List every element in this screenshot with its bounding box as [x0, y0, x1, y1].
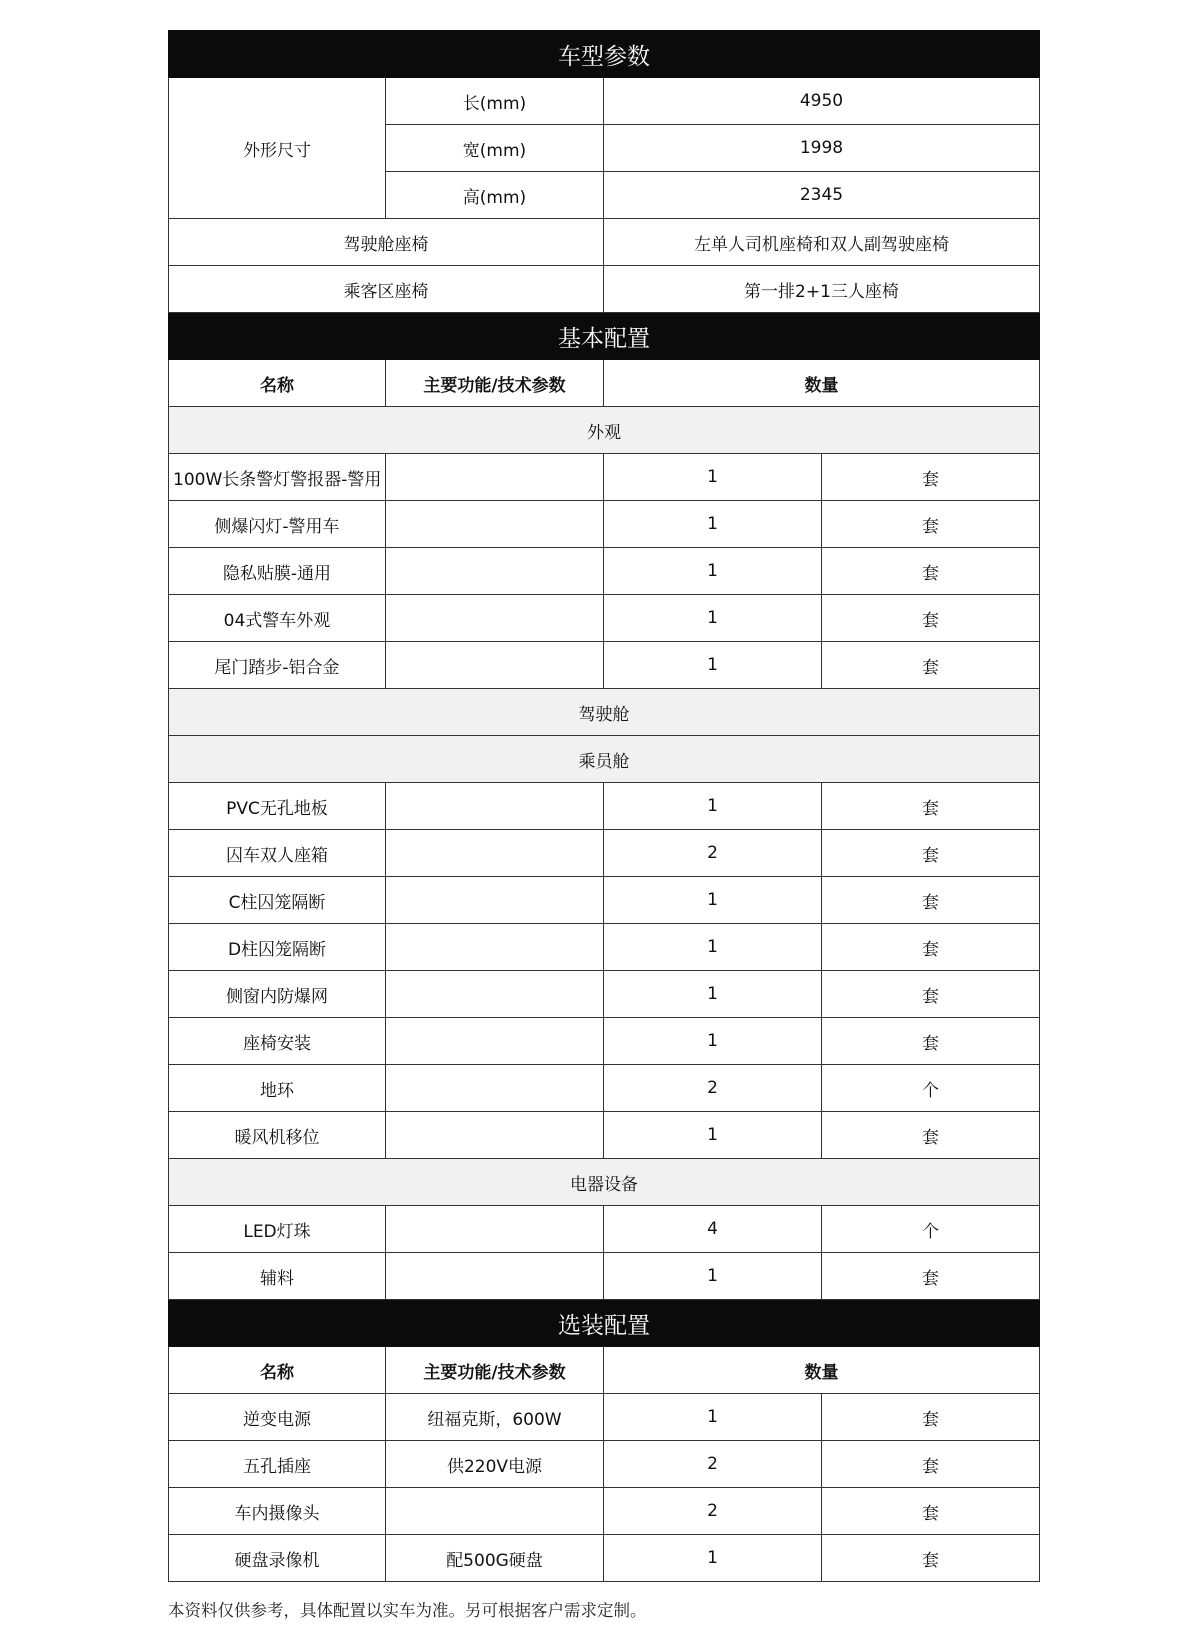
item-qty: 1	[604, 924, 822, 971]
table-row	[169, 830, 1040, 877]
length-value: 4950	[604, 78, 1040, 125]
item-name: 地环	[169, 1065, 386, 1112]
item-qty: 1	[604, 454, 822, 501]
table-row	[169, 501, 1040, 548]
item-unit: 套	[822, 454, 1040, 501]
item-spec	[386, 1488, 604, 1535]
table-row	[169, 924, 1040, 971]
item-spec	[386, 971, 604, 1018]
table-row	[169, 783, 1040, 830]
item-name: 车内摄像头	[169, 1488, 386, 1535]
column-header-qty: 数量	[604, 1347, 1040, 1394]
table-row	[169, 1112, 1040, 1159]
item-qty: 1	[604, 1535, 822, 1582]
item-name: 隐私贴膜-通用	[169, 548, 386, 595]
item-qty: 1	[604, 1018, 822, 1065]
item-unit: 套	[822, 1488, 1040, 1535]
item-spec: 配500G硬盘	[386, 1535, 604, 1582]
item-spec: 供220V电源	[386, 1441, 604, 1488]
column-header-spec: 主要功能/技术参数	[386, 1347, 604, 1394]
table-row	[169, 642, 1040, 689]
cab-seat-label: 驾驶舱座椅	[169, 219, 604, 266]
item-name: 逆变电源	[169, 1394, 386, 1441]
table-row	[169, 595, 1040, 642]
width-value: 1998	[604, 125, 1040, 172]
table-row	[169, 454, 1040, 501]
item-name: 座椅安装	[169, 1018, 386, 1065]
item-name: 硬盘录像机	[169, 1535, 386, 1582]
group-label: 乘员舱	[169, 736, 1040, 783]
section-header-basic	[169, 313, 1040, 360]
item-unit: 个	[822, 1206, 1040, 1253]
section-header-optional	[169, 1300, 1040, 1347]
table-row	[169, 266, 1040, 313]
column-header-name: 名称	[169, 360, 386, 407]
section-header-vehicle	[169, 31, 1040, 78]
section-title: 车型参数	[169, 31, 1040, 78]
group-header-row	[169, 689, 1040, 736]
item-spec	[386, 1206, 604, 1253]
item-qty: 2	[604, 1488, 822, 1535]
item-name: LED灯珠	[169, 1206, 386, 1253]
item-spec	[386, 783, 604, 830]
item-unit: 套	[822, 830, 1040, 877]
item-name: D柱囚笼隔断	[169, 924, 386, 971]
cab-seat-value: 左单人司机座椅和双人副驾驶座椅	[604, 219, 1040, 266]
item-unit: 套	[822, 595, 1040, 642]
item-qty: 2	[604, 830, 822, 877]
item-unit: 套	[822, 924, 1040, 971]
item-spec	[386, 642, 604, 689]
item-spec	[386, 1018, 604, 1065]
item-unit: 套	[822, 1253, 1040, 1300]
item-name: 五孔插座	[169, 1441, 386, 1488]
section-title: 选装配置	[169, 1300, 1040, 1347]
item-spec	[386, 501, 604, 548]
column-header-row	[169, 360, 1040, 407]
section-title: 基本配置	[169, 313, 1040, 360]
item-name: 囚车双人座箱	[169, 830, 386, 877]
passenger-seat-label: 乘客区座椅	[169, 266, 604, 313]
item-unit: 套	[822, 1112, 1040, 1159]
item-unit: 套	[822, 548, 1040, 595]
item-unit: 套	[822, 877, 1040, 924]
item-spec	[386, 830, 604, 877]
table-row	[169, 78, 1040, 125]
table-row	[169, 1535, 1040, 1582]
item-qty: 2	[604, 1065, 822, 1112]
table-row	[169, 1394, 1040, 1441]
item-qty: 1	[604, 595, 822, 642]
item-qty: 2	[604, 1441, 822, 1488]
column-header-qty: 数量	[604, 360, 1040, 407]
item-spec	[386, 454, 604, 501]
item-unit: 套	[822, 501, 1040, 548]
item-unit: 个	[822, 1065, 1040, 1112]
item-spec	[386, 1065, 604, 1112]
item-spec: 纽福克斯，600W	[386, 1394, 604, 1441]
item-name: 尾门踏步-铝合金	[169, 642, 386, 689]
item-name: 侧爆闪灯-警用车	[169, 501, 386, 548]
item-qty: 1	[604, 783, 822, 830]
width-label: 宽(mm)	[386, 125, 604, 172]
item-spec	[386, 548, 604, 595]
table-row	[169, 1488, 1040, 1535]
height-label: 高(mm)	[386, 172, 604, 219]
column-header-name: 名称	[169, 1347, 386, 1394]
item-qty: 1	[604, 642, 822, 689]
table-row	[169, 1206, 1040, 1253]
table-row	[169, 1018, 1040, 1065]
outline-size-label: 外形尺寸	[169, 78, 386, 219]
item-name: 暖风机移位	[169, 1112, 386, 1159]
item-name: PVC无孔地板	[169, 783, 386, 830]
item-qty: 4	[604, 1206, 822, 1253]
table-row	[169, 1065, 1040, 1112]
footnote: 本资料仅供参考，具体配置以实车为准。另可根据客户需求定制。	[168, 1601, 647, 1620]
column-header-spec: 主要功能/技术参数	[386, 360, 604, 407]
passenger-seat-value: 第一排2+1三人座椅	[604, 266, 1040, 313]
item-qty: 1	[604, 501, 822, 548]
length-label: 长(mm)	[386, 78, 604, 125]
item-qty: 1	[604, 1253, 822, 1300]
spec-table	[168, 30, 1040, 1582]
item-spec	[386, 877, 604, 924]
item-spec	[386, 1253, 604, 1300]
item-name: 04式警车外观	[169, 595, 386, 642]
table-row	[169, 1253, 1040, 1300]
item-spec	[386, 924, 604, 971]
group-label: 驾驶舱	[169, 689, 1040, 736]
item-unit: 套	[822, 1441, 1040, 1488]
table-row	[169, 219, 1040, 266]
height-value: 2345	[604, 172, 1040, 219]
item-unit: 套	[822, 642, 1040, 689]
group-label: 外观	[169, 407, 1040, 454]
item-name: C柱囚笼隔断	[169, 877, 386, 924]
table-row	[169, 971, 1040, 1018]
item-name: 辅料	[169, 1253, 386, 1300]
item-unit: 套	[822, 783, 1040, 830]
item-qty: 1	[604, 877, 822, 924]
table-row	[169, 548, 1040, 595]
group-header-row	[169, 407, 1040, 454]
group-header-row	[169, 1159, 1040, 1206]
item-spec	[386, 595, 604, 642]
item-qty: 1	[604, 1394, 822, 1441]
group-header-row	[169, 736, 1040, 783]
item-unit: 套	[822, 1018, 1040, 1065]
item-unit: 套	[822, 1394, 1040, 1441]
column-header-row	[169, 1347, 1040, 1394]
table-row	[169, 1441, 1040, 1488]
item-name: 100W长条警灯警报器-警用	[169, 454, 386, 501]
table-row	[169, 877, 1040, 924]
item-name: 侧窗内防爆网	[169, 971, 386, 1018]
item-unit: 套	[822, 1535, 1040, 1582]
item-spec	[386, 1112, 604, 1159]
group-label: 电器设备	[169, 1159, 1040, 1206]
item-unit: 套	[822, 971, 1040, 1018]
item-qty: 1	[604, 1112, 822, 1159]
item-qty: 1	[604, 548, 822, 595]
item-qty: 1	[604, 971, 822, 1018]
